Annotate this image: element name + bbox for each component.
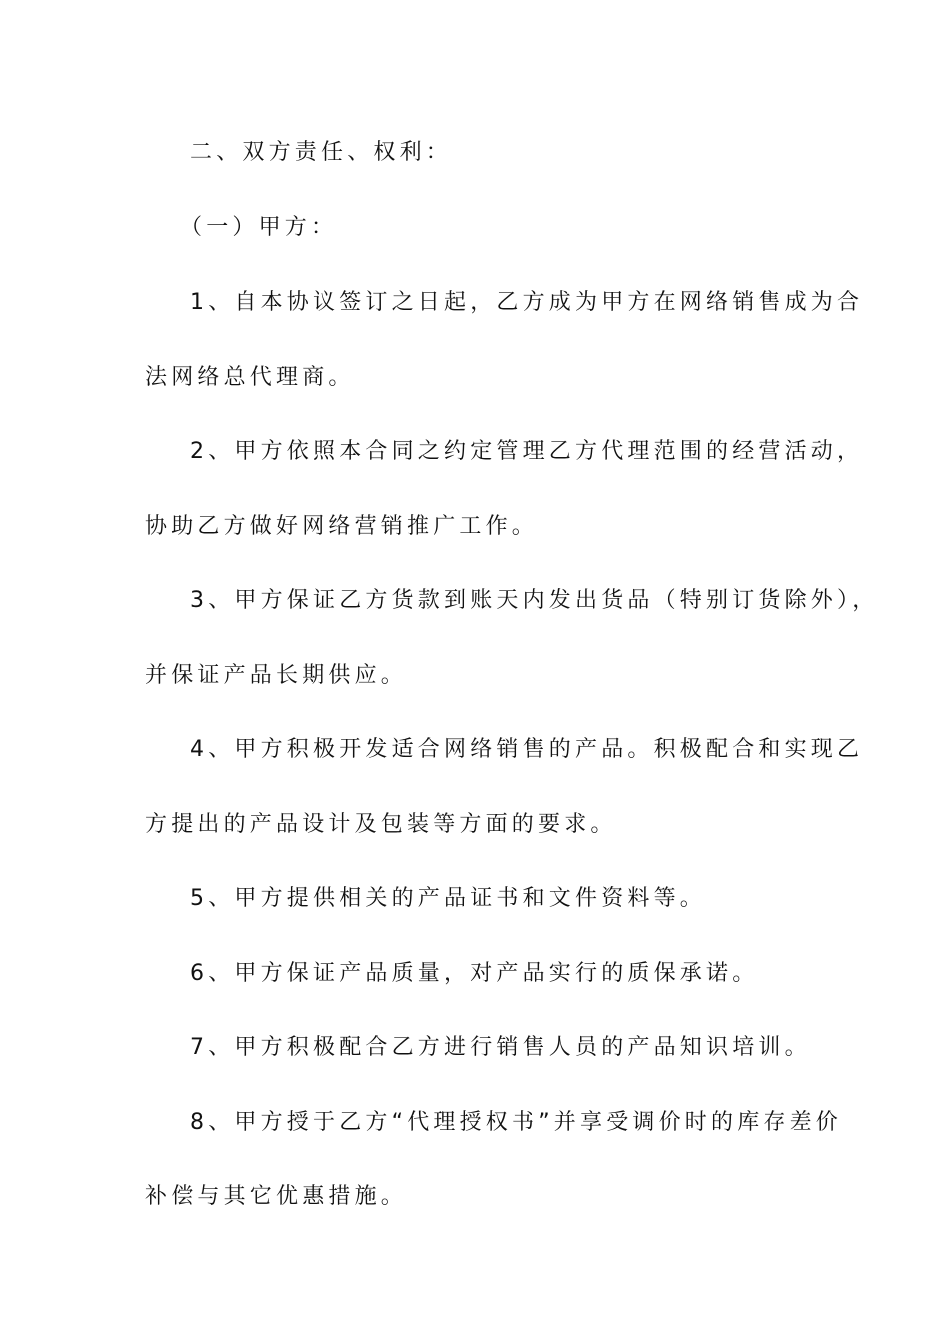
paragraph-line: 5、甲方提供相关的产品证书和文件资料等。 [190, 886, 706, 911]
paragraph-line: 1、自本协议签订之日起，乙方成为甲方在网络销售成为合 [190, 290, 864, 315]
paragraph-line: 协助乙方做好网络营销推广工作。 [145, 514, 539, 539]
paragraph-line: 方提出的产品设计及包装等方面的要求。 [145, 812, 617, 837]
paragraph-line: 7、甲方积极配合乙方进行销售人员的产品知识培训。 [190, 1035, 811, 1060]
subsection-heading: （一）甲方： [180, 215, 338, 240]
paragraph-line: 4、甲方积极开发适合网络销售的产品。积极配合和实现乙 [190, 737, 864, 762]
section-heading: 二、双方责任、权利： [190, 140, 453, 165]
paragraph-line: 2、甲方依照本合同之约定管理乙方代理范围的经营活动， [190, 439, 864, 464]
paragraph-line: 6、甲方保证产品质量，对产品实行的质保承诺。 [190, 961, 759, 986]
paragraph-line: 并保证产品长期供应。 [145, 663, 408, 688]
paragraph-line: 法网络总代理商。 [145, 365, 355, 390]
paragraph-line: 8、甲方授于乙方“代理授权书”并享受调价时的库存差价 [190, 1110, 842, 1135]
paragraph-line: 3、甲方保证乙方货款到账天内发出货品（特别订货除外）， [190, 588, 879, 613]
paragraph-line: 补偿与其它优惠措施。 [145, 1184, 408, 1209]
